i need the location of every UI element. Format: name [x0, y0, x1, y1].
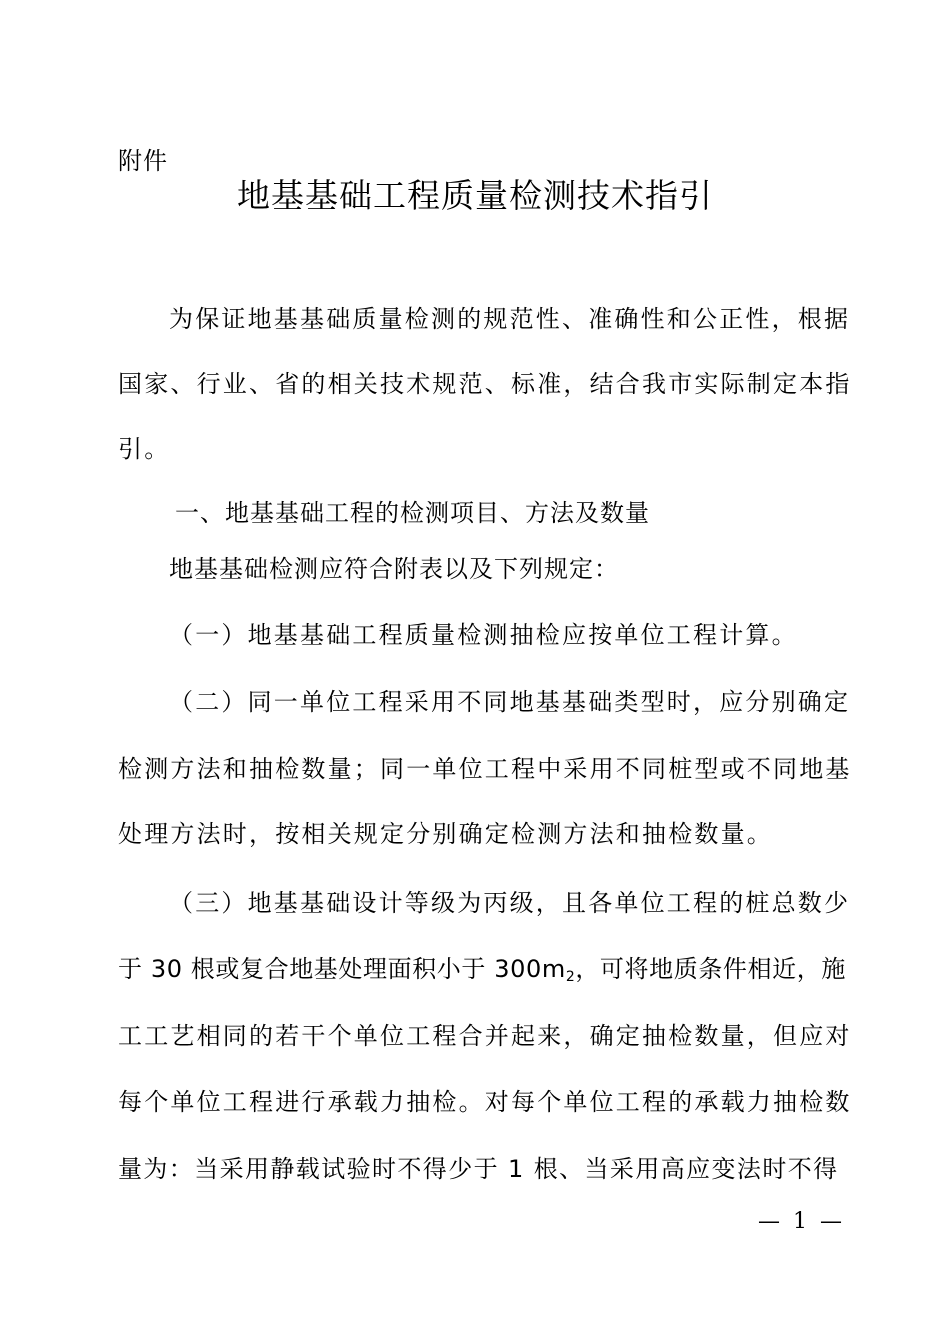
clause-3-line-2-text-b: ，可将地质条件相近，施 [575, 955, 846, 983]
page-number: — 1 — [758, 1209, 845, 1234]
area-unit-subscript: 2 [565, 969, 576, 985]
clause-3-line-2 [118, 953, 846, 993]
document-title: 地基基础工程质量检测技术指引 [237, 176, 713, 215]
clause-3-line-4: 每个单位工程进行承载力抽检。对每个单位工程的承载力抽检数 [118, 1088, 852, 1116]
clause-3-line-2-text-a: 于 30 根或复合地基处理面积小于 300m [118, 955, 566, 983]
section-1-lead: 地基基础检测应符合附表以及下列规定： [169, 555, 619, 583]
clause-2-line-3: 处理方法时，按相关规定分别确定检测方法和抽检数量。 [118, 820, 773, 848]
clause-1-line-1: （一）地基基础工程质量检测抽检应按单位工程计算。 [169, 621, 798, 649]
attachment-label: 附件 [118, 147, 168, 175]
clause-2-line-2: 检测方法和抽检数量；同一单位工程中采用不同桩型或不同地基 [118, 755, 852, 783]
section-1-heading: 一、地基基础工程的检测项目、方法及数量 [175, 499, 650, 527]
intro-line-2: 国家、行业、省的相关技术规范、标准，结合我市实际制定本指 [118, 370, 852, 398]
clause-3-line-3: 工工艺相同的若干个单位工程合并起来，确定抽检数量，但应对 [118, 1022, 852, 1050]
clause-2-line-1: （二）同一单位工程采用不同地基基础类型时，应分别确定 [169, 688, 851, 716]
intro-line-1: 为保证地基基础质量检测的规范性、准确性和公正性，根据 [169, 305, 851, 333]
clause-3-line-5: 量为：当采用静载试验时不得少于 1 根、当采用高应变法时不得 [118, 1155, 839, 1183]
intro-line-3: 引。 [118, 435, 171, 463]
clause-3-line-1: （三）地基基础设计等级为丙级，且各单位工程的桩总数少 [169, 889, 851, 917]
